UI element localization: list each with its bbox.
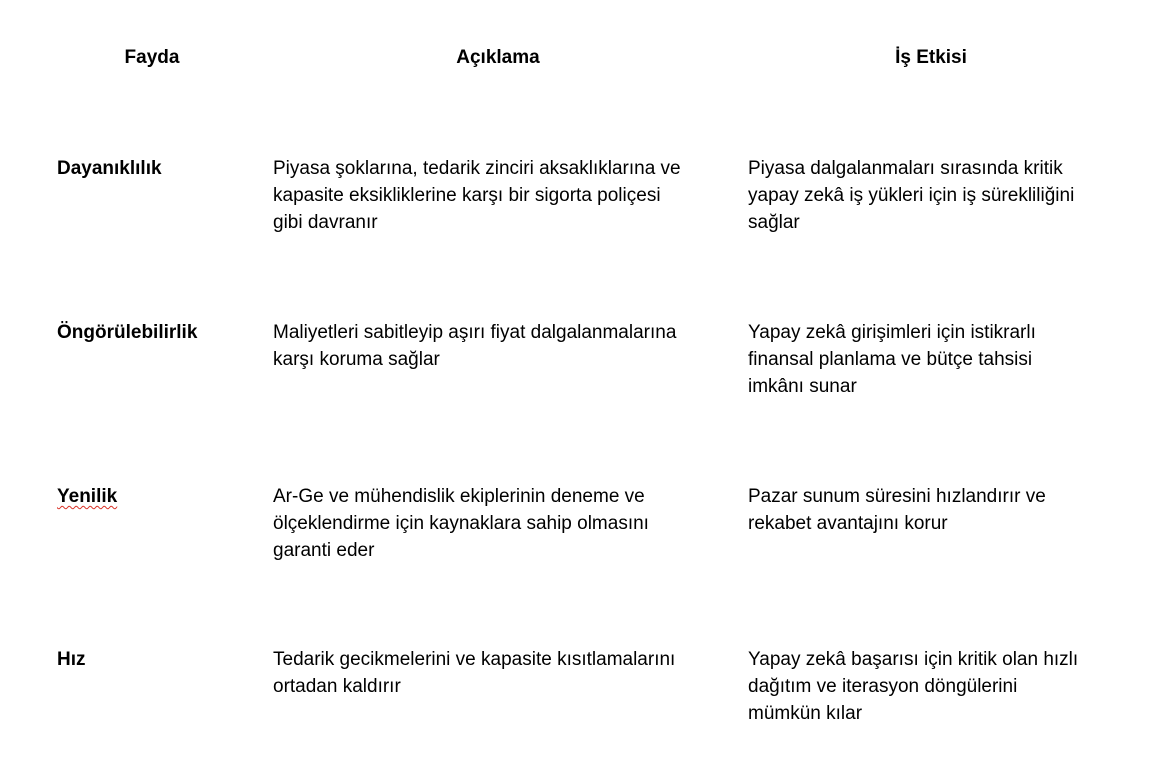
impact-line: Pazar sunum süresini hızlandırır ve — [748, 486, 1046, 507]
description-line: ortadan kaldırır — [273, 676, 401, 697]
benefit-cell: Hız — [57, 649, 86, 670]
description-cell — [273, 646, 675, 700]
impact-cell — [748, 483, 1046, 537]
benefit-cell — [57, 483, 117, 510]
impact-line: Piyasa dalgalanmaları sırasında kritik — [748, 158, 1063, 179]
impact-cell — [748, 155, 1074, 236]
description-cell — [273, 483, 649, 564]
impact-cell — [748, 646, 1078, 727]
impact-line: rekabet avantajını korur — [748, 513, 948, 534]
description-line: gibi davranır — [273, 212, 378, 233]
impact-line: sağlar — [748, 212, 800, 233]
impact-cell — [748, 319, 1036, 400]
description-cell — [273, 319, 676, 373]
benefit-cell: Öngörülebilirlik — [57, 322, 198, 343]
impact-line: imkânı sunar — [748, 376, 857, 397]
description-line: kapasite eksikliklerine karşı bir sigorta poliçesi — [273, 185, 661, 206]
description-line: ölçeklendirme için kaynaklara sahip olmasını — [273, 513, 649, 534]
impact-line: finansal planlama ve bütçe tahsisi — [748, 349, 1033, 370]
header-impact: İş Etkisi — [895, 47, 967, 68]
impact-line: Yapay zekâ girişimleri için istikrarlı — [748, 322, 1036, 343]
header-description: Açıklama — [456, 47, 540, 68]
description-line: Maliyetleri sabitleyip aşırı fiyat dalgalanmalarına — [273, 322, 677, 343]
description-line: Ar-Ge ve mühendislik ekiplerinin deneme ve — [273, 486, 645, 507]
spellcheck-underlined-word[interactable]: Yenilik — [57, 486, 118, 507]
description-line: karşı koruma sağlar — [273, 349, 440, 370]
benefit-cell: Dayanıklılık — [57, 158, 162, 179]
impact-line: mümkün kılar — [748, 703, 863, 724]
header-benefit: Fayda — [124, 47, 180, 68]
description-line: Tedarik gecikmelerini ve kapasite kısıtlamalarını — [273, 649, 676, 670]
description-line: Piyasa şoklarına, tedarik zinciri aksaklıklarına ve — [273, 158, 681, 179]
description-line: garanti eder — [273, 540, 375, 561]
description-cell — [273, 155, 681, 236]
impact-line: Yapay zekâ başarısı için kritik olan hızlı — [748, 649, 1079, 670]
impact-line: dağıtım ve iterasyon döngülerini — [748, 676, 1018, 697]
impact-line: yapay zekâ iş yükleri için iş sürekliliğini — [748, 185, 1075, 206]
